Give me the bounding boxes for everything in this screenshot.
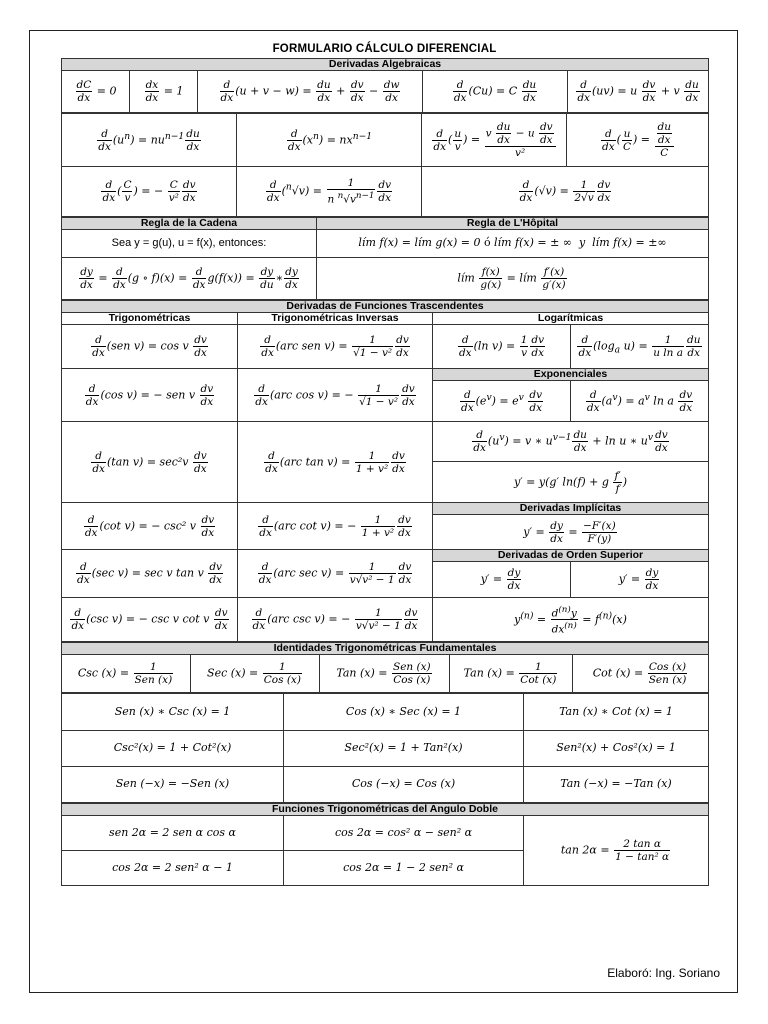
double-angle-tan: tan 2α = $\frac{\text{2 tan α}}{\text{1 − tan² α}}$ xyxy=(524,816,709,886)
page-title: FORMULARIO CÁLCULO DIFERENCIAL xyxy=(272,43,497,55)
section-header-cadena: Regla de la Cadena xyxy=(62,218,317,230)
identity-pythagorean-3: Sen²(x) + Cos²(x) = 1 xyxy=(524,731,709,767)
chain-rule-formula: $\frac{dy}{dx}$ = $\frac{d}{dx}$ (g ∘ f)(x) = $\frac{d}{dx}$ g(f(x)) = $\frac{dy}{du}$ ∗ $\frac{dy}{dx}$ xyxy=(62,258,317,300)
formula-nth-derivative: $y^{(n)}$ = $\frac{d^{(n)}y}{dx^{(n)}}$ = $f^{(n)}(x)$ xyxy=(433,598,709,642)
subheader-orden-superior: Derivadas de Orden Superior xyxy=(433,550,709,562)
formula-sen: $\frac{d}{dx}$ (sen v) = cos v $\frac{dv}{dx}$ xyxy=(62,325,238,369)
formula-ln: $\frac{d}{dx}$ (ln v) = $\frac{1}{v}$ $\frac{dv}{dx}$ xyxy=(433,325,571,369)
formula-cos: $\frac{d}{dx}$ (cos v) = − sen v $\frac{dv}{dx}$ xyxy=(62,369,238,422)
subheader-trig-inv: Trigonométricas Inversas xyxy=(238,313,433,325)
formula-nth-root: $\frac{d}{dx}$ ($^n$√v) = $\frac{1}{n ^n√v^{n-1}}$ $\frac{dv}{dx}$ xyxy=(237,167,422,217)
formula-arcsec: $\frac{d}{dx}$ (arc sec v) = $\frac{1}{\text{v√v² − 1}}$ $\frac{dv}{dx}$ xyxy=(238,550,433,598)
formula-quotient: $\frac{d}{dx}$ ( $\frac{u}{v}$ ) = v $\frac{du}{dx}$ − u $\frac{dv}{dx}$ v² xyxy=(422,114,567,167)
formula-constant-multiple: $\frac{d}{dx}$ (Cu) = C $\frac{du}{dx}$ xyxy=(423,71,568,113)
identity-product-3: Tan (x) ∗ Cot (x) = 1 xyxy=(524,694,709,731)
identity-negative-1: Sen (−x) = −Sen (x) xyxy=(62,767,284,803)
identity-pythagorean-2: Sec²(x) = 1 + Tan²(x) xyxy=(284,731,524,767)
formula-identity: $\frac{dx}{dx}$ = 1 xyxy=(130,71,198,113)
formula-power-x: $\frac{d}{dx}$ $(x^n) = nx^{n-1}$ xyxy=(237,114,422,167)
section-header-hopital: Regla de L'Hôpital xyxy=(317,218,709,230)
hopital-condition: lím f(x) = lím g(x) = 0 ó lím f(x) = ± ∞ y lím f(x) = ±∞ xyxy=(317,230,709,258)
formula-csc: $\frac{d}{dx}$ (csc v) = − csc v cot v $\frac{dv}{dx}$ xyxy=(62,598,238,642)
formula-exp-uv: $\frac{d}{dx}$ $(u^v) = v$ ∗ $u^{v-1}$ $\frac{du}{dx}$ + ln u ∗ $u^v$ $\frac{dv}{dx}$ xyxy=(433,422,709,462)
formula-sec: $\frac{d}{dx}$ (sec v) = sec v tan v $\frac{dv}{dx}$ xyxy=(62,550,238,598)
formula-quotient-constant: $\frac{d}{dx}$ ( $\frac{u}{C}$ ) = $\frac{du}{dx}$ C xyxy=(567,114,709,167)
formula-constant: $\frac{dC}{dx}$ = 0 xyxy=(62,71,130,113)
formula-arccos: $\frac{d}{dx}$ (arc cos v) = − $\frac{1}{\text{√1 − v²}}$ $\frac{dv}{dx}$ xyxy=(238,369,433,422)
formula-arcsen: $\frac{d}{dx}$ (arc sen v) = $\frac{1}{\text{√1 − v²}}$ $\frac{dv}{dx}$ xyxy=(238,325,433,369)
subheader-trig: Trigonométricas xyxy=(62,313,238,325)
double-angle-cos-1: cos 2α = cos² α − sen² α xyxy=(284,816,524,851)
algebraic-derivatives-table-2 xyxy=(61,113,709,217)
identity-negative-2: Cos (−x) = Cos (x) xyxy=(284,767,524,803)
formula-higher-order-2: y′ = $\frac{dy}{dx}$ xyxy=(571,562,709,598)
hopital-formula: lím $\frac{f(x)}{g(x)}$ = lím $\frac{f'(x)}{g'(x)}$ xyxy=(317,258,709,300)
identity-pythagorean-1: Csc²(x) = 1 + Cot²(x) xyxy=(62,731,284,767)
algebraic-derivatives-table xyxy=(61,58,709,113)
formula-tan: $\frac{d}{dx}$ (tan v) = sec²v $\frac{dv}{dx}$ xyxy=(62,422,238,503)
formula-constant-over-v: $\frac{d}{dx}$ ( $\frac{C}{v}$ ) = − $\frac{C}{\text{v²}}$ $\frac{dv}{dx}$ xyxy=(62,167,237,217)
formula-sqrt: $\frac{d}{dx}$ (√v) = $\frac{1}{2√v}$ $\frac{dv}{dx}$ xyxy=(422,167,709,217)
identity-tan: Tan (x) = Sen (x) Cos (x) xyxy=(320,655,450,693)
formula-sheet xyxy=(61,58,708,886)
identity-csc: Csc (x) = 1 Sen (x) xyxy=(62,655,191,693)
subheader-log: Logarítmicas xyxy=(433,313,709,325)
identity-tan-cot: Tan (x) = 1 Cot (x) xyxy=(450,655,573,693)
subheader-implicitas: Derivadas Implícitas xyxy=(433,503,709,515)
section-header-angulo-doble: Funciones Trigonométricas del Angulo Doble xyxy=(62,804,709,816)
formula-exp-a: $\frac{d}{dx}$ $(a^v) = a^v$ ln a $\frac{dv}{dx}$ xyxy=(571,381,709,422)
section-header-identidades: Identidades Trigonométricas Fundamentales xyxy=(62,643,709,655)
double-angle-cos-2: cos 2α = 2 sen² α − 1 xyxy=(62,851,284,886)
identities-table-2 xyxy=(61,693,709,803)
formula-arctan: $\frac{d}{dx}$ (arc tan v) = $\frac{1}{\text{1 + v²}}$ $\frac{dv}{dx}$ xyxy=(238,422,433,503)
formula-product: $\frac{d}{dx}$ (uv) = u $\frac{dv}{dx}$ + v $\frac{du}{dx}$ xyxy=(568,71,709,113)
section-header-algebraicas: Derivadas Algebraicas xyxy=(62,59,709,71)
identity-sec: Sec (x) = 1 Cos (x) xyxy=(191,655,320,693)
author-credit: Elaboró: Ing. Soriano xyxy=(607,966,720,980)
transcendental-table xyxy=(61,300,709,642)
formula-log-derivative: y′ = y(g′ ln(f) + g $\frac{f'}{f}$ ) xyxy=(433,462,709,503)
subheader-exp: Exponenciales xyxy=(433,369,709,381)
formula-exp-e: $\frac{d}{dx}$ $(e^v) = e^v$ $\frac{dv}{dx}$ xyxy=(433,381,571,422)
double-angle-sin: sen 2α = 2 sen α cos α xyxy=(62,816,284,851)
formula-cot: $\frac{d}{dx}$ (cot v) = − csc² v $\frac{dv}{dx}$ xyxy=(62,503,238,550)
identity-product-1: Sen (x) ∗ Csc (x) = 1 xyxy=(62,694,284,731)
identity-cot: Cot (x) = Cos (x) Sen (x) xyxy=(573,655,709,693)
identities-table xyxy=(61,642,709,693)
formula-higher-order-1: y′ = $\frac{dy}{dx}$ xyxy=(433,562,571,598)
identity-product-2: Cos (x) ∗ Sec (x) = 1 xyxy=(284,694,524,731)
formula-implicit: y′ = $\frac{dy}{dx}$ = $\frac{-F'(x)}{F'(y)}$ xyxy=(433,515,709,550)
formula-power-u: $\frac{d}{dx}$ $(u^n) = nu^{n-1}$ $\frac{du}{dx}$ xyxy=(62,114,237,167)
chain-rule-text: Sea y = g(u), u = f(x), entonces: xyxy=(62,230,317,258)
formula-log-a: $\frac{d}{dx}$ ($\log_a$ u) = $\frac{1}{\text{u ln a}}$ $\frac{du}{dx}$ xyxy=(571,325,709,369)
double-angle-table xyxy=(61,803,709,886)
formula-arccot: $\frac{d}{dx}$ (arc cot v) = − $\frac{1}{\text{1 + v²}}$ $\frac{dv}{dx}$ xyxy=(238,503,433,550)
double-angle-cos-3: cos 2α = 1 − 2 sen² α xyxy=(284,851,524,886)
formula-arccsc: $\frac{d}{dx}$ (arc csc v) = − $\frac{1}{\text{v√v² − 1}}$ $\frac{dv}{dx}$ xyxy=(238,598,433,642)
chain-hopital-table xyxy=(61,217,709,300)
formula-sum: $\frac{d}{dx}$ (u + v − w) = $\frac{du}{dx}$ + $\frac{dv}{dx}$ − $\frac{dw}{dx}$ xyxy=(198,71,423,113)
identity-negative-3: Tan (−x) = −Tan (x) xyxy=(524,767,709,803)
section-header-trascendentes: Derivadas de Funciones Trascendentes xyxy=(62,301,709,313)
